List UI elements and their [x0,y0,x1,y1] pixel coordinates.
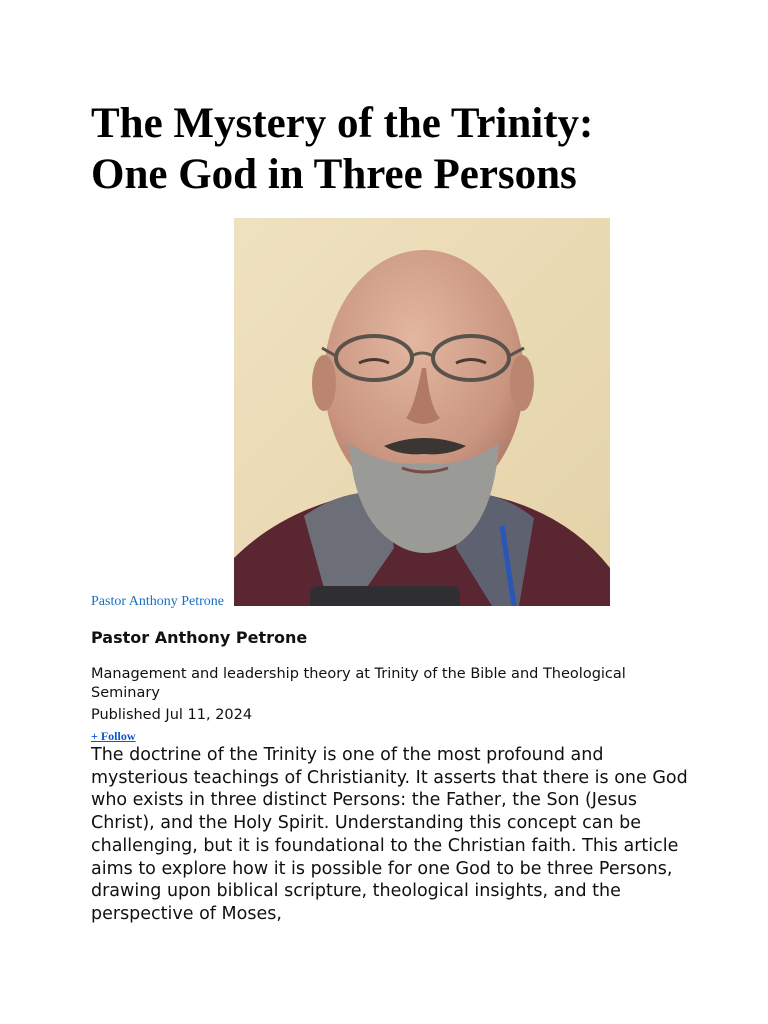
title-line-1: The Mystery of the Trinity: [91,100,594,147]
author-name: Pastor Anthony Petrone [91,628,308,647]
author-profile-link[interactable]: Pastor Anthony Petrone [91,594,224,609]
article [91,98,691,926]
follow-button[interactable]: + Follow [91,729,136,743]
article-body: The doctrine of the Trinity is one of the most profound and mysterious teachings of Christianity. It asserts that there is one God who exists in three distinct Persons: the Father, the Son (Jesus Christ), and the Holy Spirit. Understanding this concept can be challenging, but it is foundational to the Christian faith. This article aims to explore how it is possible for one God to be three Persons, drawing upon biblical scripture, theological insights, and the perspective of Moses, [91,745,688,924]
author-portrait-photo[interactable] [234,218,610,606]
article-title [91,98,691,200]
author-headline: Management and leadership theory at Trinity of the Bible and Theological Seminary [91,666,626,701]
author-photo-row [91,218,691,609]
title-line-2: One God in Three Persons [91,151,577,198]
published-date: Published Jul 11, 2024 [91,707,253,723]
